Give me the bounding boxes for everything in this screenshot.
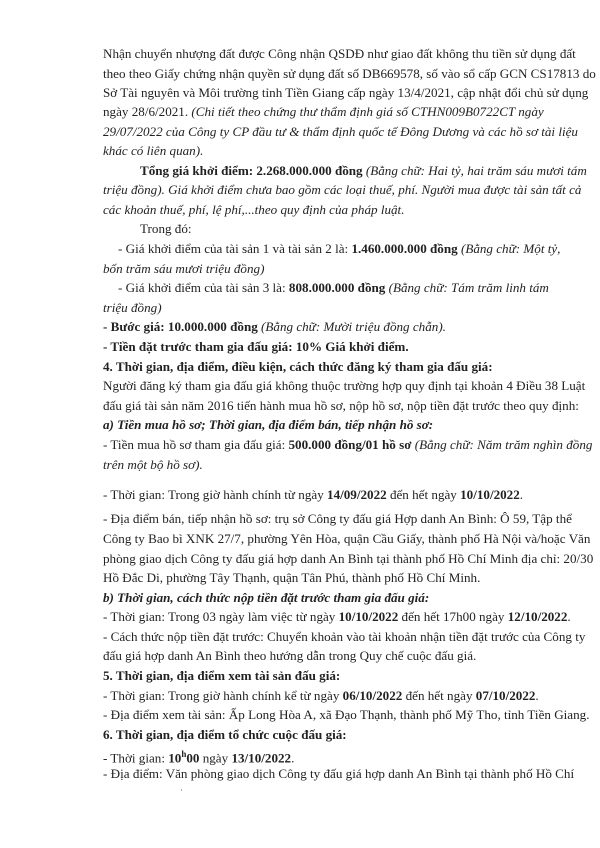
text-line: bốn trăm sáu mươi triệu đồng): [103, 261, 265, 276]
text-line: Công ty Bao bì XNK 27/7, phường Yên Hòa, quận Cầu Giấy, thành phố Hà Nội và/hoặc Văn: [103, 531, 591, 546]
text-line: đấu giá hợp danh An Bình theo hướng dẫn trong Quy chế cuộc đấu giá.: [103, 648, 477, 663]
text-line: Hồ Đắc Di, phường Tây Thạnh, quận Tân Phú, thành phố Hồ Chí Minh.: [103, 570, 481, 585]
text-line: Người đăng ký tham gia đấu giá không thuộc trường hợp quy định tại khoản 4 Điều 38 Luật: [103, 378, 586, 393]
viewing-time: - Thời gian: Trong giờ hành chính kể từ ngày 06/10/2022 đến hết ngày 07/10/2022.: [103, 688, 539, 703]
section-heading-6: 6. Thời gian, địa điểm tổ chức cuộc đấu giá:: [103, 727, 347, 742]
bid-step: - Bước giá: 10.000.000 đồng (Bằng chữ: Mười triệu đồng chẵn).: [103, 319, 446, 334]
text-line: triệu đồng). Giá khởi điểm chưa bao gồm các loại thuế, phí. Người mua được tài sản tất cả: [103, 182, 582, 197]
section-heading-5: 5. Thời gian, địa điểm xem tài sản đấu giá:: [103, 668, 341, 683]
text-line: trên một bộ hồ sơ).: [103, 457, 203, 472]
text-line: - Địa điểm xem tài sản: Ấp Long Hòa A, xã Đạo Thạnh, thành phố Mỹ Tho, tỉnh Tiền Giang.: [103, 707, 590, 722]
deposit-time: - Thời gian: Trong 03 ngày làm việc từ ngày 10/10/2022 đến hết 17h00 ngày 12/10/2022.: [103, 609, 571, 624]
text-line: 29/07/2022 của Công ty CP đầu tư & thẩm định quốc tế Đông Dương và các hồ sơ tài liệu: [103, 124, 578, 139]
total-starting-price: Tổng giá khởi điểm: 2.268.000.000 đồng (Bằng chữ: Hai tỷ, hai trăm sáu mươi tám: [140, 163, 587, 178]
text-line: ngày 28/6/2021. (Chi tiết theo chứng thư thẩm định giá số CTHN009B0722CT ngày: [103, 104, 544, 119]
price-asset-1-2: - Giá khởi điểm của tài sản 1 và tài sản 2 là: 1.460.000.000 đồng (Bằng chữ: Một tỷ,: [118, 241, 561, 256]
text-line: khác có liên quan).: [103, 143, 204, 158]
text-line: theo theo Giấy chứng nhận quyền sử dụng đất số DB669578, số vào sổ cấp GCN CS17813 do: [103, 66, 596, 81]
text-line: Nhận chuyển nhượng đất được Công nhận QSDĐ như giao đất không thu tiền sử dụng đất: [103, 46, 576, 61]
text-line: Sở Tài nguyên và Môi trường tỉnh Tiền Giang cấp ngày 13/4/2021, cập nhật đổi chủ sử dụng: [103, 85, 589, 100]
subheading-a: a) Tiền mua hồ sơ; Thời gian, địa điểm bán, tiếp nhận hồ sơ:: [103, 417, 434, 432]
text-line: Trong đó:: [140, 221, 192, 236]
section-heading-4: 4. Thời gian, địa điểm, điều kiện, cách thức đăng ký tham gia đấu giá:: [103, 359, 493, 374]
text-line: - Địa điểm bán, tiếp nhận hồ sơ: trụ sở Công ty đấu giá Hợp danh An Bình: Ô 59, Tập thể: [103, 511, 572, 526]
text-line: phòng giao dịch Công ty đấu giá hợp danh An Bình tại thành phố Hồ Chí Minh địa chỉ: 20/30: [103, 551, 594, 566]
text-line: các khoản thuế, phí, lệ phí,...theo quy định của pháp luật.: [103, 202, 405, 217]
subheading-b: b) Thời gian, cách thức nộp tiền đặt trước tham gia đấu giá:: [103, 590, 430, 605]
stray-mark: ·: [180, 785, 183, 795]
dossier-fee: - Tiền mua hồ sơ tham gia đấu giá: 500.000 đồng/01 hồ sơ (Bằng chữ: Năm trăm nghìn đồng: [103, 437, 593, 452]
text-line: triệu đồng): [103, 300, 162, 315]
text-line: - Địa điểm: Văn phòng giao dịch Công ty đấu giá hợp danh An Bình tại thành phố Hồ Chí: [103, 766, 575, 781]
auction-time: - Thời gian: 10$^h$00 ngày 13/10/2022.: [103, 749, 295, 766]
deposit-rate: - Tiền đặt trước tham gia đấu giá: 10% Giá khởi điểm.: [103, 339, 409, 354]
sale-time: - Thời gian: Trong giờ hành chính từ ngày 14/09/2022 đến hết ngày 10/10/2022.: [103, 487, 524, 502]
text-line: - Cách thức nộp tiền đặt trước: Chuyển khoản vào tài khoản nhận tiền đặt trước của Công ty: [103, 629, 586, 644]
price-asset-3: - Giá khởi điểm của tài sản 3 là: 808.000.000 đồng (Bằng chữ: Tám trăm linh tám: [118, 280, 549, 295]
text-line: đấu giá tài sản năm 2016 tiến hành mua hồ sơ, nộp hồ sơ, nộp tiền đặt trước theo quy định:: [103, 398, 579, 413]
